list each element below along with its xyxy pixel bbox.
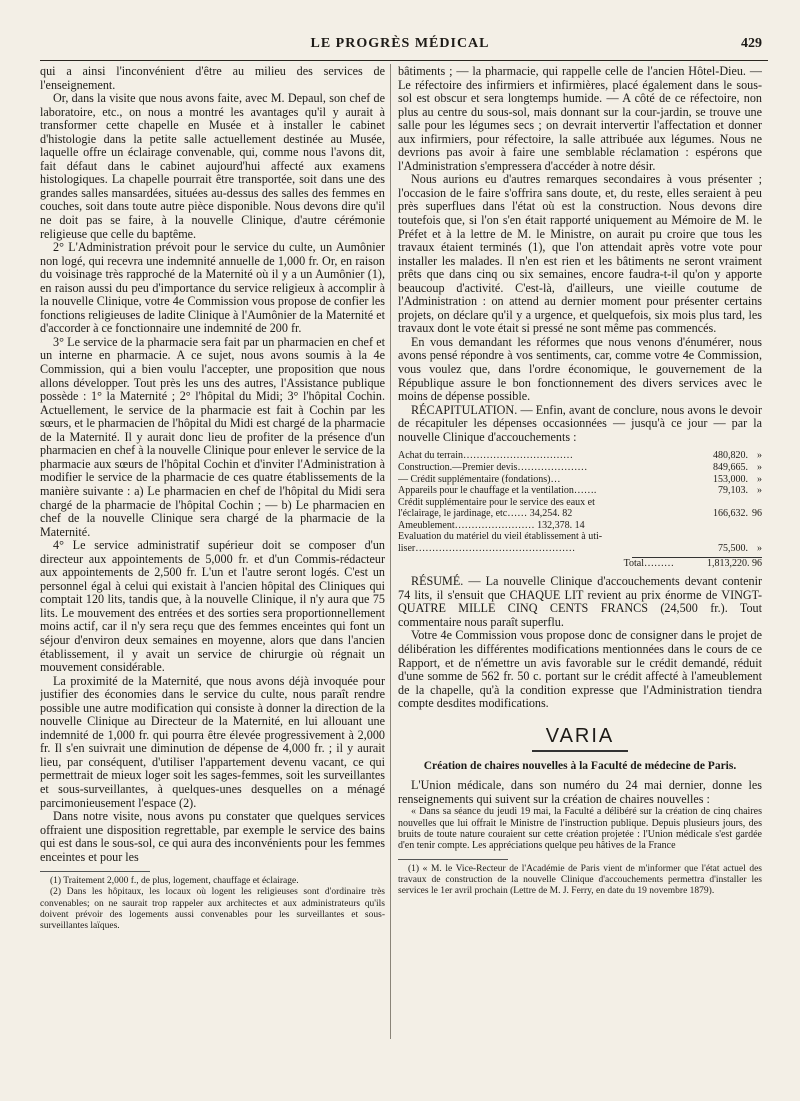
footnotes (398, 864, 762, 898)
recap-table (398, 450, 762, 569)
table-label: liser………………………………………… (398, 543, 576, 555)
left-column (40, 65, 385, 1093)
table-mark: » (757, 473, 762, 485)
paragraph: bâtiments ; — la pharmacie, qui rappelle celle de l'ancien Hôtel-Dieu. — Le réfectoire des infirmiers et infirmières, placé également dans le sous-sol est obscur et sera longtemps humide. — A côté de ce réfectoire, non plus au centre du sous-sol, mais donnant sur la cour-jardin, se trouve une salle pour les légumes secs ; on devrait intervertir l'affectation et donner aux infirmiers, pour réfectoire, la salle attribuée aux légumes. Nous ne devrions pas avoir à faire une semblable réclamation : espérons que l'Administration s'empressera d'accéder à notre désir. (398, 65, 762, 173)
table-row (398, 485, 762, 497)
paragraph: 2° L'Administration prévoit pour le service du culte, un Aumônier non logé, qui recevra une indemnité annuelle de 1,000 fr. Or, en raison du voisinage très rapproché de la Maternité où il y a un Aumônier (1), en raison aussi du peu d'importance du service religieux à accomplir à la nouvelle Clinique, votre 4e Commission vous propose de confier les fonctions religieuses de ladite Clinique à l'Aumônier de la Maternité et d'accorder à ce fonctionnaire une indemnité de 200 fr. (40, 240, 385, 336)
table-label: Ameublement…………………… 132,378. 14 (398, 519, 585, 531)
footnote: (1) « M. le Vice-Recteur de l'Académie de Paris vient de m'informer que l'état actuel des travaux de construction de la nouvelle Clinique d'accouchements permettra d'installer les services le 1er avril prochain (Lettre de M. J. Ferry, en date du 19 novembre 1879). (398, 863, 762, 896)
paragraph: qui a ainsi l'inconvénient d'être au milieu des services de l'enseignement. (40, 65, 385, 92)
table-value: 166,632. (713, 508, 748, 520)
page-number: 429 (741, 36, 762, 51)
table-label: Appareils pour le chauffage et la ventilation……. (398, 485, 597, 497)
recapitulation-paragraph: RÉCAPITULATION. — Enfin, avant de conclure, nous avons le devoir de récapituler les dépenses occasionnées — jusqu'à ce jour — par la nouvelle Clinique d'accouchements : (398, 402, 762, 444)
table-label: Achat du terrain…………………………… (398, 450, 573, 462)
paragraph: Nous aurions eu d'autres remarques secondaires à vous présenter ; l'occasion de le faire s'offrira sans doute, et, du reste, elles seraient à peu près superflues dans l'état où est la construction. Nous devons dire toutefois que, si l'on s'en était rapporté uniquement au Mémoire de M. le Préfet et à la lettre de M. le Ministre, on aurait pu croire que tous les travaux étaient terminés (1), que l'on attendait après votre vote pour installer les malades. Il n'en est rien et les bâtiments ne seront vraiment prêts que dans cinq ou six semaines, encore faudra-t-il qu'on y apporte beaucoup d'activité. C'est-là, d'ailleurs, une vieille coutume de l'Administration : on attend au dernier moment pour présenter certains projets, on déclare qu'il y a urgence, et quelquefois, six mois plus tard, les travaux dont le vote était si pressé ne sont même pas commencés. (398, 172, 762, 336)
table-value: 849,665. (713, 461, 748, 473)
footnote: (1) Traitement 2,000 f., de plus, logement, chauffage et éclairage. (50, 876, 299, 887)
right-column (398, 65, 762, 1093)
paragraph: 4° Le service administratif supérieur doit se composer d'un directeur aux appointements de 5,000 fr. et d'un Commis-rédacteur aux appointements de 2,500 fr. L'un et l'autre seront logés. C'est un personnel égal à celui qui existait à l'ancien hôpital des Cliniques qui comptait 120 lits, tandis que, à la nouvelle Clinique, il n'y aura que 75 lits. Le mouvement des entrées et des sorties sera proportionnellement moins actif, car il n'y sera reçu que des femmes enceintes qui font un séjour d'environ deux semaines en moyenne, alors que dans l'ancien établissement, il y avait un service de chirurgie où régnait un mouvement considérable. (40, 538, 385, 675)
table-label: Crédit supplémentaire pour le service des eaux et (398, 496, 595, 508)
column-divider (390, 64, 391, 1039)
footnote-rule (398, 859, 508, 860)
table-mark: » (757, 543, 762, 555)
table-mark: 96 (752, 508, 762, 520)
table-row (398, 520, 762, 532)
page-header (0, 36, 800, 58)
table-row (398, 531, 762, 543)
paragraph: Votre 4e Commission vous propose donc de consigner dans le projet de délibération les différentes modifications mentionnées dans le cours de ce Rapport, et de n'émettre un avis favorable sur le crédit demandé, réduit d'une somme de 562 fr. 50 c. portant sur le crédit affecté à l'ameublement de la chapelle, qu'à la condition expresse que l'Administration tiendra compte desdites modifications. (398, 628, 762, 711)
running-title: LE PROGRÈS MÉDICAL (310, 36, 490, 51)
table-mark: » (757, 485, 762, 497)
quotation (398, 806, 762, 851)
table-mark: » (757, 450, 762, 462)
total-label: Total……… (623, 557, 674, 569)
table-row (398, 462, 762, 474)
article-subheading: Création de chaires nouvelles à la Faculté de médecine de Paris. (423, 759, 737, 772)
total-value: 1,813,220. 96 (707, 557, 762, 569)
paragraph: 3° Le service de la pharmacie sera fait par un pharmacien en chef et un interne en pharmacie. A ce sujet, nous avons soumis à la 4e Commission, qui a bien voulu l'accepter, une proposition que nous allons développer. Tout près les uns des autres, l'Assistance publique possède : 1° la Maternité ; 2° l'hôpital du Midi; 3° l'hôpital Cochin. Actuellement, le service de la pharmacie est fait à Cochin par les sœurs, et le pharmacien de l'hôpital du Midi est chargé de la pharmacie de la Maternité. Il y aurait donc lieu de profiter de la présence d'un pharmacien en chef à la nouvelle Clinique pour enlever le service de la pharmacie aux sœurs de l'hôpital Cochin et d'inviter l'Administration à modifier le service de la pharmacie de ces quatre établissements de la manière suivante : a) Le pharmacien en chef de l'hôpital du Midi sera chargé de la pharmacie de l'hôpital Cochin ; — b) Le pharmacien en chef de la nouvelle Clinique sera chargé de la pharmacie de la Maternité. (40, 334, 385, 539)
paragraph: Dans notre visite, nous avons pu constater que quelques services offraient une disposition regrettable, par exemple le service des bains qui est dans le sous-sol, ce qui aura des inconvénients pour les femmes enceintes et pour les (40, 809, 385, 864)
table-row (398, 474, 762, 486)
footnotes (40, 876, 385, 932)
table-mark: » (757, 461, 762, 473)
footnote-rule (40, 871, 150, 872)
paragraph: L'Union médicale, dans son numéro du 24 mai dernier, donne les renseignements qui suivent sur la création de chaires nouvelles : (398, 778, 762, 806)
paragraph: En vous demandant les réformes que nous venons d'énumérer, nous avons pensé répondre à vos sentiments, car, comme votre 4e Commission, vous voulez que, dans l'ordre économique, le gouvernement de la République assure le bon fonctionnement des divers services avec le moins de dépense possible. (398, 334, 762, 404)
table-row (398, 497, 762, 509)
paragraph: La proximité de la Maternité, que nous avons déjà invoquée pour justifier des économies dans le service du culte, nous paraît rendre possible une autre modification qui consiste à donner la direction de la nouvelle Clinique au Directeur de la Maternité, en lui allouant une indemnité de 1,000 fr. qui pourra être élevée progressivement à 2,000 fr. Il s'en suivrait une diminution de dépense de 4,000 fr. ; il y aurait lieu, par conséquent, d'utiliser l'appartement devenu vacant, ce qui permettrait de mieux loger soit les sages-femmes, soit les surveillantes et sous-surveillantes, à quelques-unes desquelles on a ménagé parcimonieusement l'espace (2). (40, 673, 385, 810)
paragraph: Or, dans la visite que nous avons faite, avec M. Depaul, son chef de laboratoire, etc., on nous a montré les avantages qu'il y aurait à transformer cette chapelle en Musée et à installer le cabinet d'histologie dans la petite salle actuellement destinée au Musée, laquelle offre un éclairage convenable, qui, comme nous l'avons dit, fait défaut dans le cabinet aujourd'hui affecté aux examens histologiques. La chapelle pourrait être transportée, soit dans une des grandes salles mansardées, situées au-dessus des salles des femmes en couches, soit dans toute autre pièce disponible. Nous devons dire qu'il ne doit pas se faire, à la nouvelle Clinique, d'autre cérémonie religieuse que celle du baptême. (40, 91, 385, 241)
table-value: 79,103. (718, 485, 748, 497)
table-value: 153,000. (713, 473, 748, 485)
quote-paragraph: « Dans sa séance du jeudi 19 mai, la Faculté a délibéré sur la création de cinq chaires nouvelles que lui offrait le Ministre de l'instruction publique. Depuis plusieurs jours, des bruits de toute nature couraient sur cette création projetée : l'Union médicale s'est gardée d'en tenir compte. Les appréciations quelque peu hâtives de la France (398, 806, 762, 852)
table-label: l'éclairage, le jardinage, etc…… 34,254. 82 (398, 508, 573, 520)
table-label: Construction.—Premier devis………………… (398, 461, 588, 473)
varia-heading-box (398, 725, 762, 752)
varia-heading: VARIA (532, 725, 629, 752)
table-total-row (398, 558, 762, 570)
table-row (398, 450, 762, 462)
table-label: — Crédit supplémentaire (fondations)… (398, 473, 561, 485)
table-value: 480,820. (713, 450, 748, 462)
resume-paragraph: RÉSUMÉ. — La nouvelle Clinique d'accouchements devant contenir 74 lits, il s'ensuit que CHAQUE LIT revient au prix énorme de VINGT-QUATRE MILLE CINQ CENTS FRANCS (24,500 fr.). Tout commentaire nous paraît superflu. (398, 574, 762, 629)
table-row (398, 508, 762, 520)
header-rule (40, 60, 768, 61)
table-label: Evaluation du matériel du vieil établissement à uti- (398, 531, 603, 543)
footnote: (2) Dans les hôpitaux, les locaux où logent les religieuses sont d'ordinaire très convenables; on ne saurait trop rappeler aux architectes et aux administrateurs qu'ils doivent prévoir des logements aussi convenables pour les surveillantes et sous-surveillantes laïques. (40, 887, 385, 932)
table-value: 75,500. (718, 543, 748, 555)
table-row (398, 543, 762, 555)
